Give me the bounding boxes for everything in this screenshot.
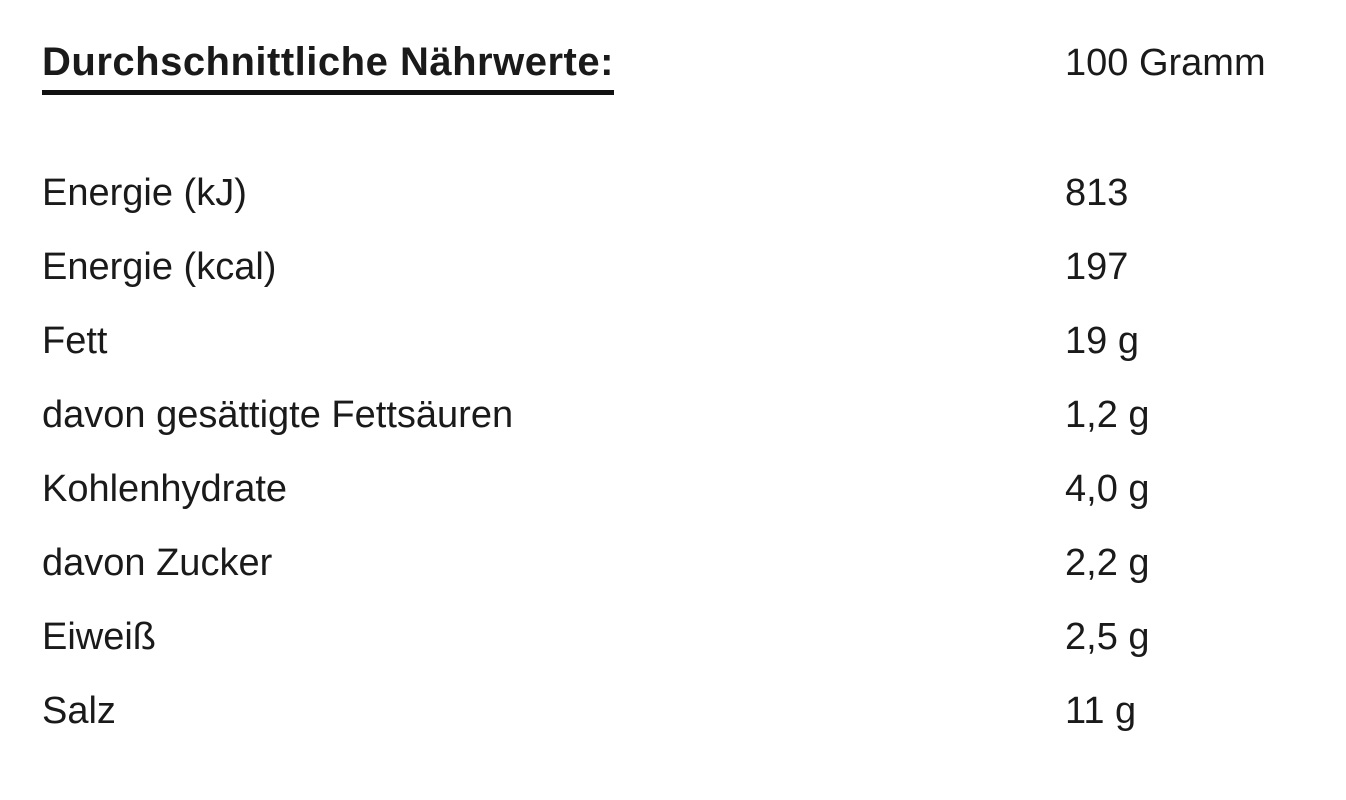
- row-label: Kohlenhydrate: [42, 468, 288, 511]
- table-row: [42, 157, 1346, 231]
- row-label: Energie (kcal): [42, 246, 277, 289]
- row-value: 4,0 g: [1065, 468, 1150, 511]
- amount-column-header: 100 Gramm: [1065, 42, 1266, 84]
- row-value: 813: [1065, 172, 1129, 215]
- row-label: Fett: [42, 320, 108, 363]
- row-label: Salz: [42, 690, 116, 733]
- row-label: davon Zucker: [42, 542, 273, 585]
- table-row: [42, 601, 1346, 675]
- table-row: [42, 527, 1346, 601]
- table-row: [42, 379, 1346, 453]
- table-header: [42, 40, 1346, 95]
- row-value: 1,2 g: [1065, 394, 1150, 437]
- row-value: 19 g: [1065, 320, 1139, 363]
- table-row: [42, 231, 1346, 305]
- row-label: davon gesättigte Fettsäuren: [42, 394, 514, 437]
- nutrition-rows: [42, 157, 1346, 749]
- row-value: 197: [1065, 246, 1129, 289]
- table-row: [42, 453, 1346, 527]
- row-label: Energie (kJ): [42, 172, 247, 215]
- row-label: Eiweiß: [42, 616, 157, 659]
- table-title: Durchschnittliche Nährwerte:: [42, 40, 614, 95]
- row-value: 2,2 g: [1065, 542, 1150, 585]
- row-value: 11 g: [1065, 690, 1137, 733]
- table-row: [42, 675, 1346, 749]
- row-value: 2,5 g: [1065, 616, 1150, 659]
- table-row: [42, 305, 1346, 379]
